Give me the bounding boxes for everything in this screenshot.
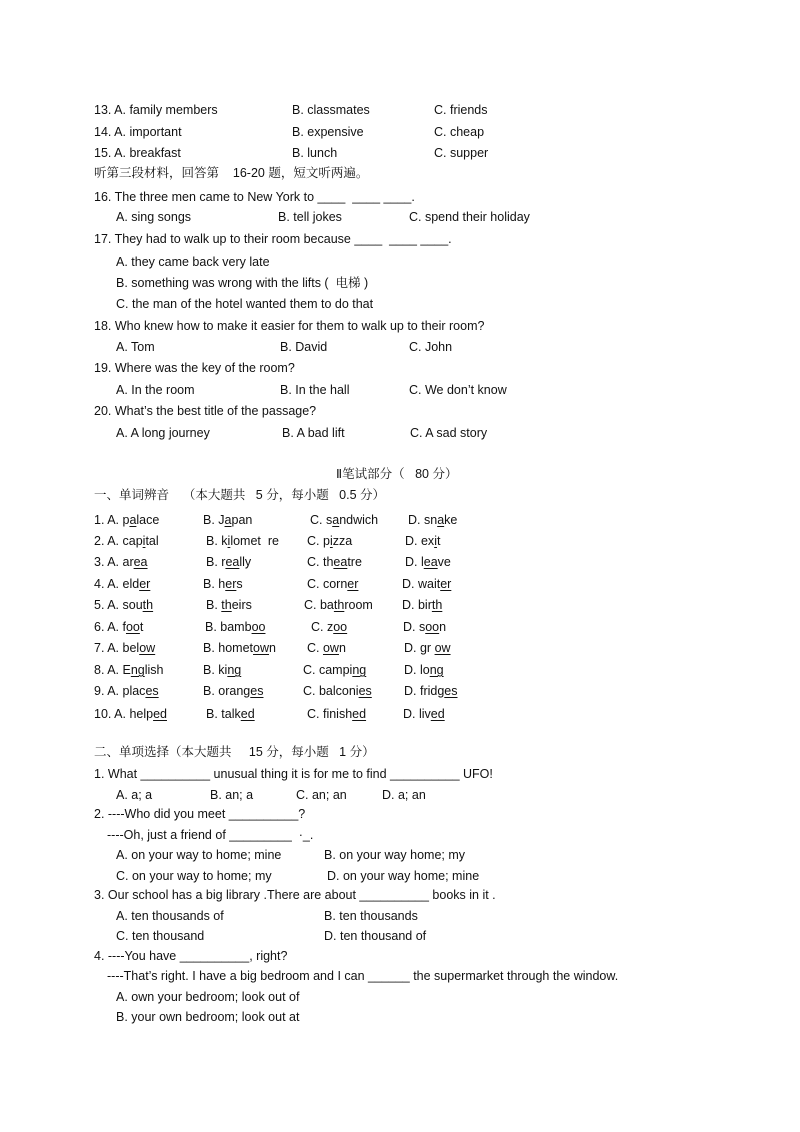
phon-7-c: C. own [307,641,346,655]
q19-option-c: C. We don’t know [409,383,507,397]
mc3-option-c: C. ten thousand [116,929,205,943]
q19-stem: 19. Where was the key of the room? [94,361,295,375]
phon-6-a: 6. A. foot [94,620,144,634]
mc3-option-a: A. ten thousands of [116,909,224,923]
phon-8-a: 8. A. English [94,663,164,677]
phon-9-a: 9. A. places [94,684,159,698]
section1-title: 一、单词辨音 （本大题共 5 分，每小题 0.5 分） [94,488,386,502]
phon-5-a: 5. A. south [94,598,154,612]
q20-option-a: A. A long journey [116,426,210,440]
mc4-option-b: B. your own bedroom; look out at [116,1010,300,1024]
section3-instruction: 听第三段材料，回答第 16-20 题，短文听两遍。 [94,166,369,180]
phon-9-c: C. balconies [303,684,372,698]
phon-8-c: C. camping [303,663,367,677]
q14-option-a: 14. A. important [94,125,182,139]
phon-4-d: D. waiter [402,577,452,591]
phon-3-a: 3. A. area [94,555,148,569]
q13-option-a: 13. A. family members [94,103,218,117]
q20-stem: 20. What’s the best title of the passage? [94,404,317,418]
mc4-option-a: A. own your bedroom; look out of [116,990,300,1004]
phon-8-d: D. long [404,663,444,677]
q17-stem: 17. They had to walk up to their room because ____ ____ ____. [94,232,452,246]
mc4-stem-2: ----That’s right. I have a big bedroom and I can ______ the supermarket through the window. [107,969,619,983]
phon-2-d: D. exit [405,534,441,548]
q14-option-b: B. expensive [292,125,364,139]
phon-2-c: C. pizza [307,534,353,548]
q17-option-b: B. something was wrong with the lifts ( 电梯 ) [116,276,369,290]
mc3-option-d: D. ten thousand of [324,929,427,943]
q14-option-c: C. cheap [434,125,485,139]
phon-4-b: B. hers [203,577,243,591]
q20-option-c: C. A sad story [410,426,488,440]
q19-option-a: A. In the room [116,383,195,397]
mc2-option-b: B. on your way home; my [324,848,466,862]
mc2-stem-2: ----Oh, just a friend of _________ ·_. [107,828,314,842]
mc1-option-d: D. a; an [382,788,426,802]
written-part-title: Ⅱ笔试部分（ 80 分） [336,467,458,481]
mc1-stem: 1. What __________ unusual thing it is for me to find __________ UFO! [94,767,493,781]
mc2-stem-1: 2. ----Who did you meet __________? [94,807,306,821]
mc1-option-c: C. an; an [296,788,347,802]
phon-4-a: 4. A. elder [94,577,151,591]
mc3-option-b: B. ten thousands [324,909,418,923]
q15-option-a: 15. A. breakfast [94,146,181,160]
phon-3-d: D. leave [405,555,451,569]
phon-1-a: 1. A. palace [94,513,160,527]
q16-stem: 16. The three men came to New York to ____ ____ ____. [94,190,415,204]
phon-9-d: D. fridges [404,684,458,698]
phon-4-c: C. corner [307,577,359,591]
phon-7-d: D. gr ow [404,641,451,655]
phon-2-b: B. kilomet re [206,534,279,548]
q16-option-c: C. spend their holiday [409,210,530,224]
q18-stem: 18. Who knew how to make it easier for them to walk up to their room? [94,319,485,333]
phon-10-b: B. talked [206,707,255,721]
q19-option-b: B. In the hall [280,383,350,397]
phon-1-d: D. snake [408,513,458,527]
q13-option-c: C. friends [434,103,488,117]
phon-7-a: 7. A. below [94,641,156,655]
mc2-option-c: C. on your way to home; my [116,869,272,883]
phon-6-d: D. soon [403,620,447,634]
q17-option-c: C. the man of the hotel wanted them to do that [116,297,374,311]
q17-option-a: A. they came back very late [116,255,270,269]
phon-8-b: B. king [203,663,242,677]
phon-10-c: C. finished [307,707,367,721]
q15-option-c: C. supper [434,146,489,160]
phon-5-d: D. birth [402,598,443,612]
phon-3-b: B. really [206,555,252,569]
q18-option-a: A. Tom [116,340,155,354]
phon-2-a: 2. A. capital [94,534,159,548]
phon-5-b: B. theirs [206,598,252,612]
mc1-option-a: A. a; a [116,788,153,802]
phon-7-b: B. hometown [203,641,276,655]
q15-option-b: B. lunch [292,146,338,160]
mc3-stem: 3. Our school has a big library .There are about __________ books in it . [94,888,496,902]
mc4-stem-1: 4. ----You have __________, right? [94,949,288,963]
phon-1-b: B. Japan [203,513,253,527]
phon-9-b: B. oranges [203,684,264,698]
mc1-option-b: B. an; a [210,788,254,802]
phon-3-c: C. theatre [307,555,362,569]
q16-option-b: B. tell jokes [278,210,342,224]
phon-5-c: C. bathroom [304,598,373,612]
q18-option-b: B. David [280,340,328,354]
phon-6-b: B. bamboo [205,620,266,634]
q13-option-b: B. classmates [292,103,370,117]
section2-title: 二、单项选择（本大题共 15 分，每小题 1 分） [94,745,375,759]
q16-option-a: A. sing songs [116,210,192,224]
mc2-option-a: A. on your way to home; mine [116,848,282,862]
mc2-option-d: D. on your way home; mine [327,869,480,883]
phon-10-a: 10. A. helped [94,707,167,721]
phon-6-c: C. zoo [311,620,348,634]
phon-1-c: C. sandwich [310,513,379,527]
phon-10-d: D. lived [403,707,445,721]
q18-option-c: C. John [409,340,453,354]
q20-option-b: B. A bad lift [282,426,345,440]
